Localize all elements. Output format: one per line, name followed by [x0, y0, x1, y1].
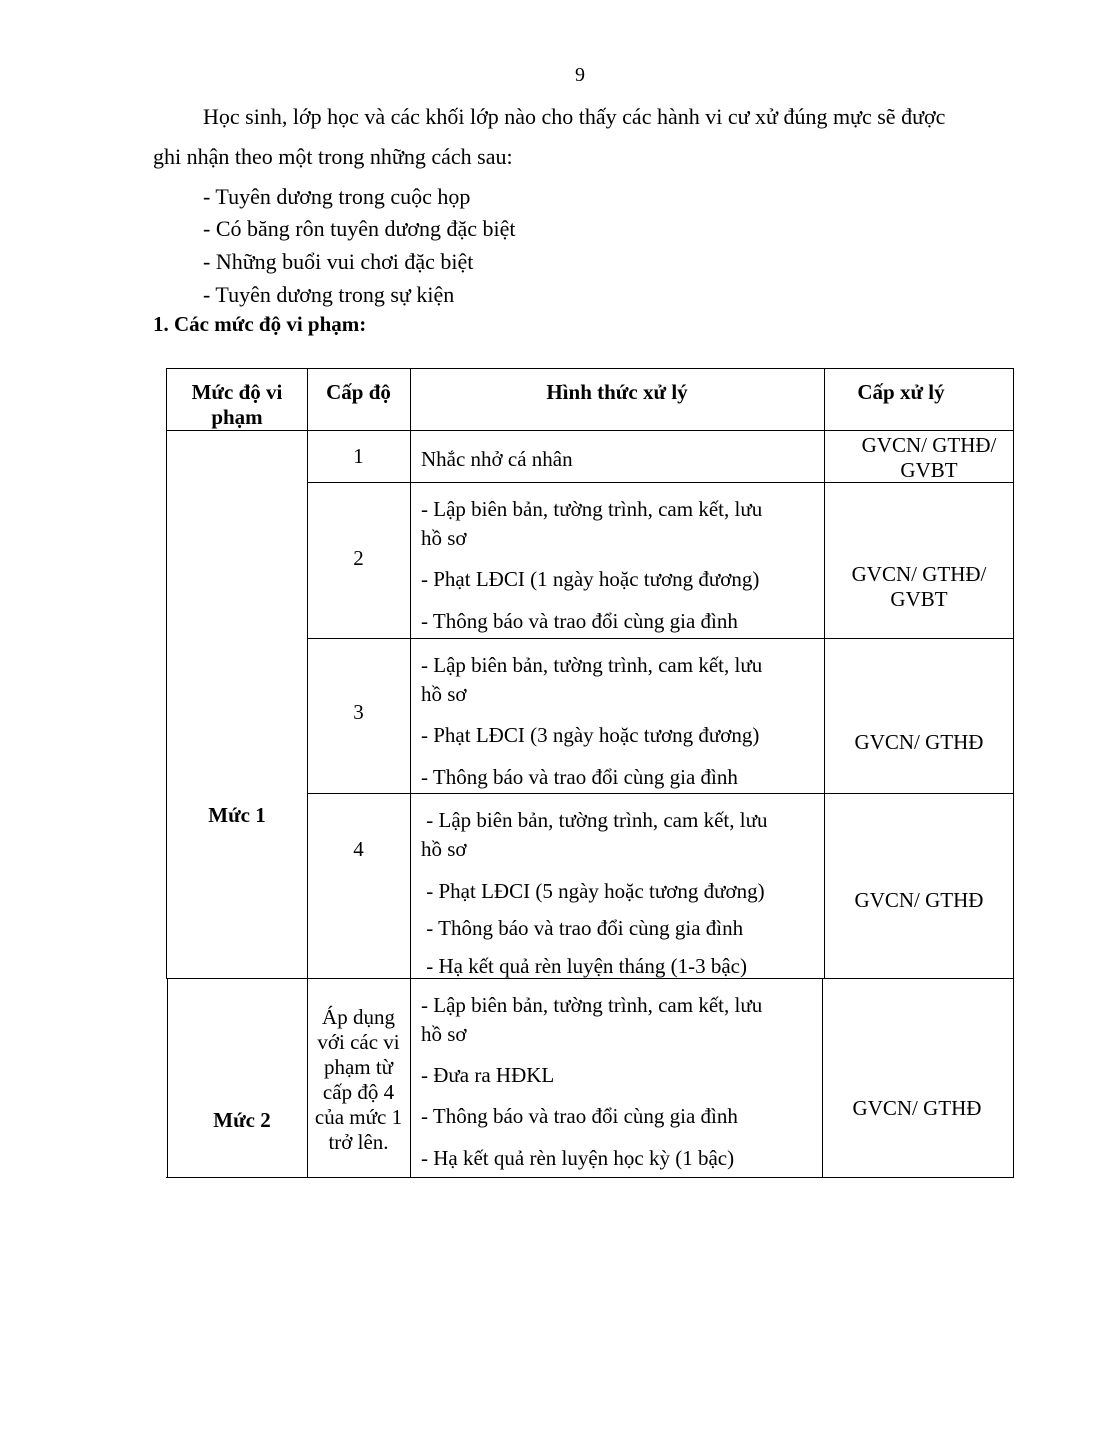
action-line: hồ sơ	[421, 1022, 467, 1046]
action-line: hồ sơ	[421, 682, 467, 706]
bullet-item: - Có băng rôn tuyên dương đặc biệt	[203, 216, 516, 241]
handler-cell	[814, 562, 1024, 612]
action-line: - Lập biên bản, tường trình, cam kết, lưu	[421, 993, 763, 1017]
handler-cell: GVCN/ GTHĐ	[854, 888, 984, 912]
action-line: - Thông báo và trao đổi cùng gia đình	[421, 609, 738, 633]
action-line: - Lập biên bản, tường trình, cam kết, lưu	[421, 808, 768, 832]
intro-line-1: Học sinh, lớp học và các khối lớp nào cho thấy các hành vi cư xử đúng mực sẽ được	[203, 104, 946, 129]
bullet-item: - Tuyên dương trong sự kiện	[203, 282, 455, 307]
table-border	[167, 978, 168, 1178]
grade-line: phạm từ	[323, 1055, 394, 1079]
handler-cell: GVCN/ GTHĐ	[852, 1096, 982, 1120]
action-line: - Đưa ra HĐKL	[421, 1063, 555, 1087]
section-heading: 1. Các mức độ vi phạm:	[153, 312, 367, 336]
action-line: - Thông báo và trao đổi cùng gia đình	[421, 765, 738, 789]
handler-line: GVCN/ GTHĐ/	[861, 433, 997, 457]
header-handler: Cấp xử lý	[857, 380, 945, 404]
action-line: hồ sơ	[421, 526, 467, 550]
action-line: - Thông báo và trao đổi cùng gia đình	[421, 916, 744, 940]
action-line: - Phạt LĐCI (3 ngày hoặc tương đương)	[421, 723, 760, 747]
action-line: Nhắc nhở cá nhân	[421, 447, 573, 471]
action-line: - Lập biên bản, tường trình, cam kết, lưu	[421, 653, 763, 677]
table-border	[166, 430, 1014, 431]
table-border	[166, 1177, 1014, 1178]
table-border	[307, 793, 1014, 794]
grade-cell: 1	[353, 444, 364, 468]
bullet-item: - Những buổi vui chơi đặc biệt	[203, 249, 474, 274]
grade-line: Áp dụng	[322, 1005, 395, 1029]
grade-line: của mức 1	[314, 1105, 403, 1129]
header-level	[167, 380, 307, 430]
level-2-label: Mức 2	[213, 1108, 271, 1132]
action-line: - Lập biên bản, tường trình, cam kết, lưu	[421, 497, 763, 521]
grade-line: với các vi	[317, 1030, 400, 1054]
page-number: 9	[575, 64, 585, 86]
intro-line-2: ghi nhận theo một trong những cách sau:	[153, 144, 513, 169]
bullet-item: - Tuyên dương trong cuộc họp	[203, 184, 471, 209]
grade-cell: 2	[353, 546, 364, 570]
action-line: - Hạ kết quả rèn luyện tháng (1-3 bậc)	[421, 954, 747, 978]
header-grade: Cấp độ	[326, 380, 391, 404]
table-border	[822, 978, 823, 1178]
table-border	[410, 368, 411, 979]
handler-cell: GVCN/ GTHĐ	[854, 730, 984, 754]
table-border	[410, 978, 411, 1178]
action-line: - Hạ kết quả rèn luyện học kỳ (1 bậc)	[421, 1146, 735, 1170]
grade-cell-applies	[307, 1005, 410, 1155]
header-action: Hình thức xử lý	[546, 380, 688, 404]
grade-line: cấp độ 4	[322, 1080, 395, 1104]
level-1-label: Mức 1	[208, 803, 266, 827]
handler-line: GVCN/ GTHĐ/	[851, 562, 987, 586]
grade-line: trở lên.	[328, 1130, 389, 1154]
table-border	[1013, 978, 1014, 1178]
handler-line: GVBT	[890, 587, 948, 611]
table-border	[307, 638, 1014, 639]
action-line: hồ sơ	[421, 837, 467, 861]
handler-line: GVBT	[900, 458, 958, 482]
grade-cell: 3	[353, 700, 364, 724]
handler-cell	[824, 433, 1034, 483]
header-level-line: Mức độ vi	[191, 380, 283, 404]
action-line: - Phạt LĐCI (5 ngày hoặc tương đương)	[421, 879, 765, 903]
table-border	[166, 368, 167, 979]
header-level-line: phạm	[211, 405, 263, 429]
table-border	[166, 368, 1014, 369]
action-line: - Thông báo và trao đổi cùng gia đình	[421, 1104, 738, 1128]
action-line: - Phạt LĐCI (1 ngày hoặc tương đương)	[421, 567, 760, 591]
grade-cell: 4	[353, 837, 364, 861]
